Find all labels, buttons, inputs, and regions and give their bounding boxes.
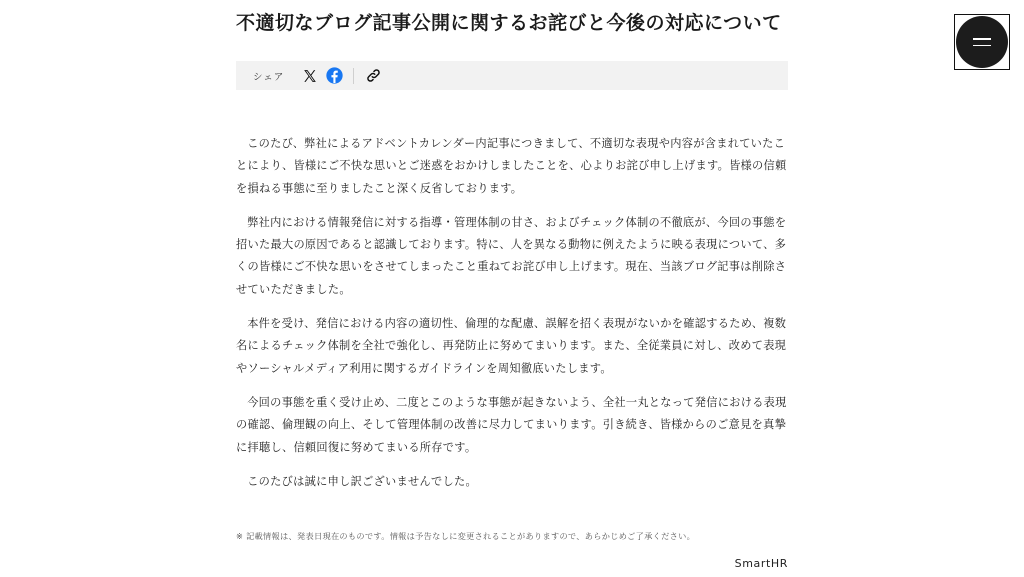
facebook-icon[interactable] <box>325 67 343 85</box>
menu-line <box>973 38 991 40</box>
paragraph: 弊社内における情報発信に対する指導・管理体制の甘さ、およびチェック体制の不徹底が、今回の事態を招いた最大の原因であると認識しております。特に、人を異なる動物に例えたように映る表現について、多くの皆様にご不快な思いをさせてしまったこと重ねてお詫び申し上げます。現在、当該ブログ記事は削除させていただきました。 <box>236 215 787 296</box>
article-title: 不適切なブログ記事公開に関するお詫びと今後の対応について <box>236 12 782 34</box>
paragraph: 本件を受け、発信における内容の適切性、倫理的な配慮、誤解を招く表現がないかを確認するため、複数名によるチェック体制を全社で強化し、再発防止に努めてまいります。また、全従業員に対し、改めて表現やソーシャルメディア利用に関するガイドラインを周知徹底いたします。 <box>236 317 787 375</box>
article <box>236 0 788 505</box>
link-icon[interactable] <box>364 67 382 85</box>
menu-button[interactable] <box>954 14 1010 70</box>
hamburger-icon <box>956 16 1008 68</box>
paragraph: 今回の事態を重く受け止め、二度とこのような事態が起きないよう、全社一丸となって発信における表現の確認、倫理観の向上、そして管理体制の改善に尽力してまいります。引き続き、皆様からのご意見を真摯に拝聴し、信頼回復に努めてまいる所存です。 <box>236 395 787 454</box>
x-icon[interactable] <box>301 67 319 85</box>
share-bar <box>236 61 788 90</box>
share-divider <box>353 68 354 84</box>
share-label: シェア <box>253 71 285 83</box>
article-body <box>236 133 788 493</box>
brand-name: SmartHR <box>734 557 788 570</box>
paragraph: このたび、弊社によるアドベントカレンダー内記事につきまして、不適切な表現や内容が含まれていたことにより、皆様にご不快な思いとご迷惑をおかけしましたことを、心よりお詫び申し上げます。皆様の信頼を損ねる事態に至りましたこと深く反省しております。 <box>236 137 787 195</box>
disclaimer-note: ※ 記載情報は、発表日現在のものです。情報は予告なしに変更されることがありますので、あらかじめご了承ください。 <box>236 531 696 541</box>
paragraph: このたびは誠に申し訳ございませんでした。 <box>247 474 477 488</box>
menu-line <box>973 45 991 47</box>
